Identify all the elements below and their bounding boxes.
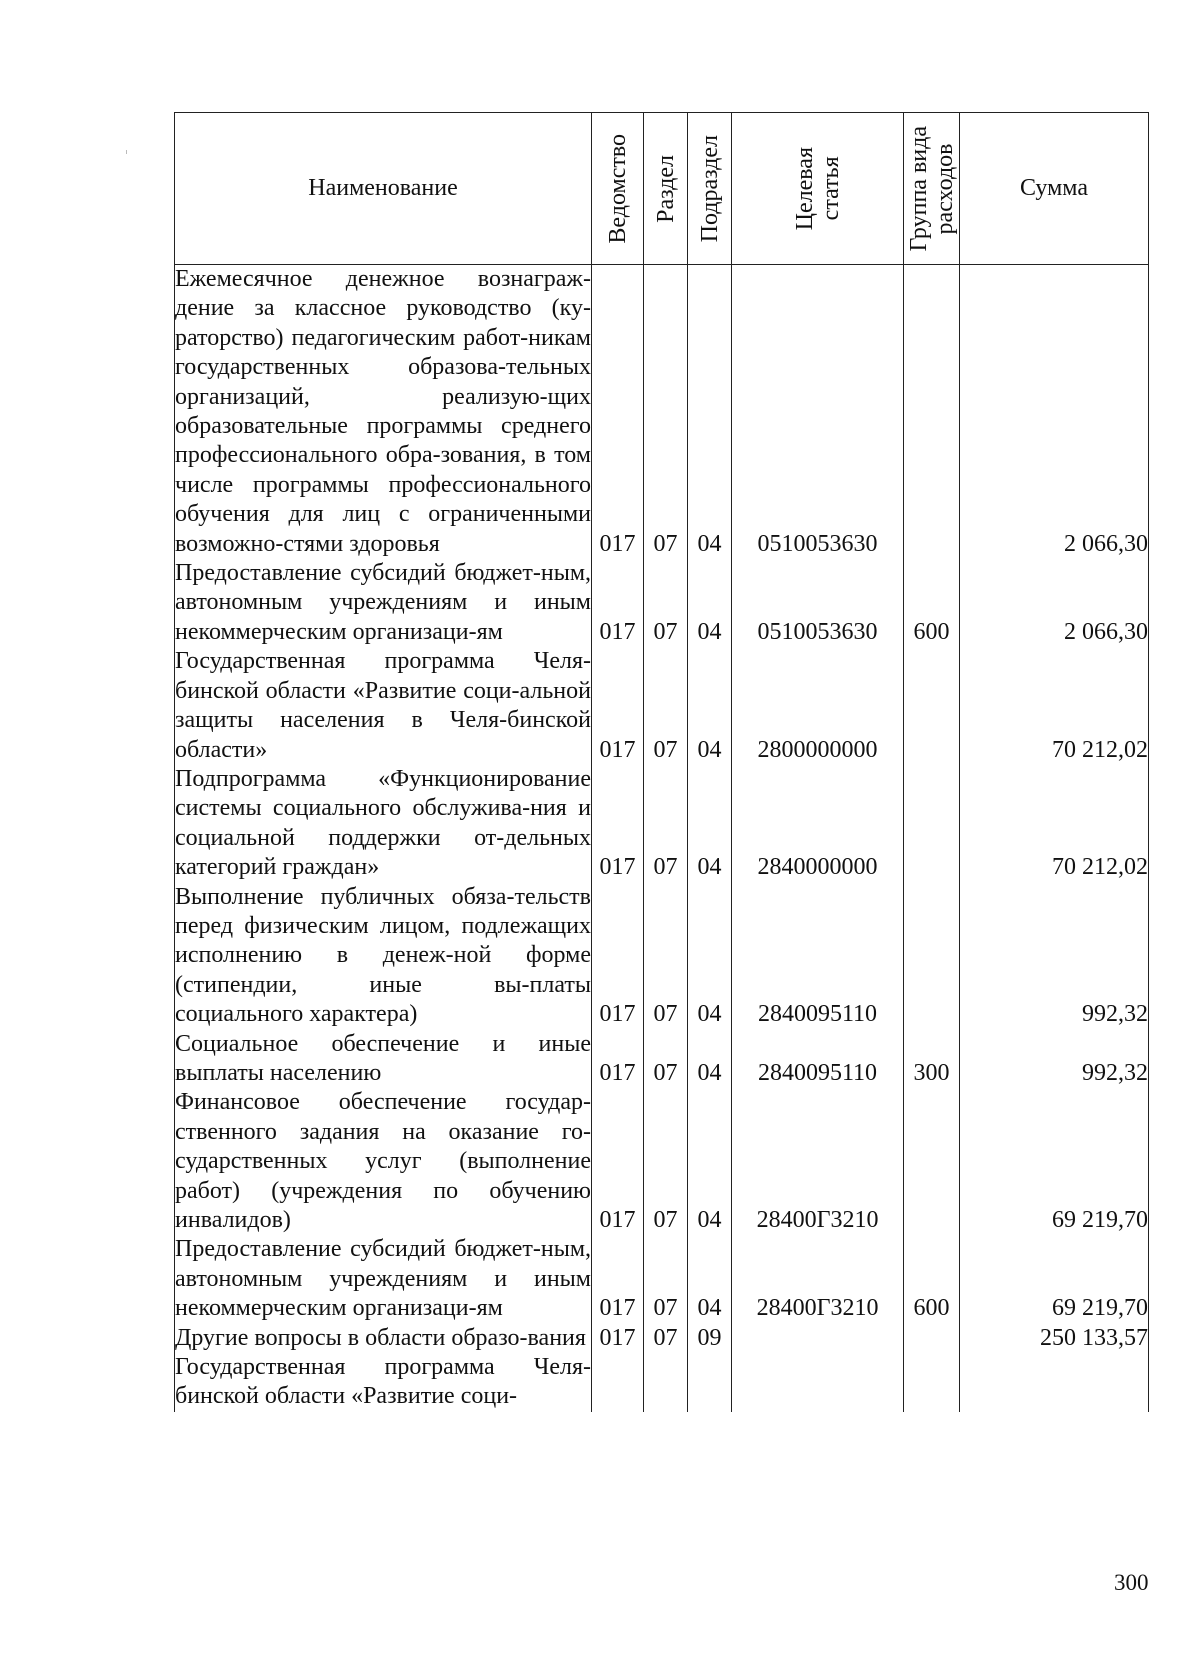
cell-expense-group bbox=[904, 647, 960, 765]
cell-department: 017 bbox=[592, 1088, 644, 1235]
cell-name: Подпрограмма «Функционирование системы социального обслужива-ния и социальной поддержки от-дельных категорий граждан» bbox=[175, 765, 592, 883]
cell-name: Государственная программа Челя-бинской области «Развитие соци-альной защиты населения в Челя-бинской области» bbox=[175, 647, 592, 765]
table-row bbox=[175, 1030, 1149, 1089]
cell-department: 017 bbox=[592, 765, 644, 883]
cell-name: Выполнение публичных обяза-тельств перед физическим лицом, подлежащих исполнению в денеж-ной форме (стипендии, иные вы-платы социального характера) bbox=[175, 883, 592, 1030]
cell-expense-group bbox=[904, 1353, 960, 1412]
cell-sum: 992,32 bbox=[960, 1030, 1149, 1089]
cell-department: 017 bbox=[592, 883, 644, 1030]
header-expense-line2: расходов bbox=[931, 143, 958, 234]
cell-sum: 69 219,70 bbox=[960, 1088, 1149, 1235]
table-header-row bbox=[175, 113, 1149, 265]
cell-section: 07 bbox=[644, 1324, 688, 1353]
header-expense-group bbox=[904, 113, 960, 265]
cell-section: 07 bbox=[644, 647, 688, 765]
cell-sum: 992,32 bbox=[960, 883, 1149, 1030]
cell-section bbox=[644, 1353, 688, 1412]
cell-subsection: 04 bbox=[688, 1088, 732, 1235]
cell-subsection: 04 bbox=[688, 883, 732, 1030]
cell-department: 017 bbox=[592, 1235, 644, 1323]
scan-mark bbox=[126, 150, 127, 154]
cell-expense-group: 600 bbox=[904, 1235, 960, 1323]
cell-sum: 70 212,02 bbox=[960, 765, 1149, 883]
cell-expense-group: 300 bbox=[904, 1030, 960, 1089]
header-department-label: Ведомство bbox=[604, 133, 631, 244]
cell-subsection bbox=[688, 1353, 732, 1412]
table-row bbox=[175, 1353, 1149, 1412]
cell-subsection: 04 bbox=[688, 265, 732, 560]
cell-target bbox=[732, 1353, 904, 1412]
header-target bbox=[732, 113, 904, 265]
cell-sum: 70 212,02 bbox=[960, 647, 1149, 765]
table-row bbox=[175, 883, 1149, 1030]
header-target-label bbox=[792, 147, 844, 230]
cell-subsection: 04 bbox=[688, 559, 732, 647]
cell-name: Ежемесячное денежное вознаграж-дение за классное руководство (ку-раторство) педагогическим работ-никам государственных образова-тельных организаций, реализую-щих образовательные программы среднего профессионального обра-зования, в том числе программы профессионального обучения для лиц с ограниченными возможно-стями здоровья bbox=[175, 265, 592, 560]
budget-table bbox=[174, 112, 1149, 1412]
table-row bbox=[175, 1324, 1149, 1353]
header-expense-label bbox=[906, 126, 958, 251]
cell-section: 07 bbox=[644, 765, 688, 883]
cell-target: 2840095110 bbox=[732, 1030, 904, 1089]
table-row bbox=[175, 765, 1149, 883]
cell-target: 28400Г3210 bbox=[732, 1088, 904, 1235]
cell-expense-group bbox=[904, 265, 960, 560]
cell-section: 07 bbox=[644, 1088, 688, 1235]
cell-expense-group bbox=[904, 883, 960, 1030]
cell-target: 2800000000 bbox=[732, 647, 904, 765]
cell-name: Государственная программа Челя-бинской области «Развитие соци- bbox=[175, 1353, 592, 1412]
table-row bbox=[175, 265, 1149, 560]
cell-sum bbox=[960, 1353, 1149, 1412]
cell-subsection: 09 bbox=[688, 1324, 732, 1353]
header-section-label: Раздел bbox=[652, 154, 679, 223]
header-sum: Сумма bbox=[960, 113, 1149, 265]
header-department bbox=[592, 113, 644, 265]
cell-expense-group bbox=[904, 1324, 960, 1353]
header-expense-line1: Группа вида bbox=[905, 125, 932, 252]
cell-subsection: 04 bbox=[688, 765, 732, 883]
cell-target: 0510053630 bbox=[732, 265, 904, 560]
header-section bbox=[644, 113, 688, 265]
cell-subsection: 04 bbox=[688, 1030, 732, 1089]
header-subsection-label: Подраздел bbox=[696, 134, 723, 243]
cell-section: 07 bbox=[644, 1030, 688, 1089]
cell-name: Социальное обеспечение и иные выплаты населению bbox=[175, 1030, 592, 1089]
cell-department: 017 bbox=[592, 1324, 644, 1353]
cell-department: 017 bbox=[592, 559, 644, 647]
cell-department: 017 bbox=[592, 1030, 644, 1089]
table-row bbox=[175, 1235, 1149, 1323]
cell-sum: 250 133,57 bbox=[960, 1324, 1149, 1353]
table-row bbox=[175, 647, 1149, 765]
cell-sum: 2 066,30 bbox=[960, 265, 1149, 560]
cell-sum: 69 219,70 bbox=[960, 1235, 1149, 1323]
table-row bbox=[175, 1088, 1149, 1235]
cell-subsection: 04 bbox=[688, 1235, 732, 1323]
cell-expense-group bbox=[904, 765, 960, 883]
header-subsection bbox=[688, 113, 732, 265]
cell-expense-group: 600 bbox=[904, 559, 960, 647]
cell-target: 2840095110 bbox=[732, 883, 904, 1030]
header-target-line2: статья bbox=[817, 156, 844, 221]
page-number: 300 bbox=[1114, 1570, 1149, 1595]
cell-name: Другие вопросы в области образо-вания bbox=[175, 1324, 592, 1353]
cell-target bbox=[732, 1324, 904, 1353]
table-row bbox=[175, 559, 1149, 647]
cell-name: Предоставление субсидий бюджет-ным, автономным учреждениям и иным некоммерческим организаци-ям bbox=[175, 559, 592, 647]
cell-department: 017 bbox=[592, 265, 644, 560]
cell-section: 07 bbox=[644, 1235, 688, 1323]
cell-section: 07 bbox=[644, 265, 688, 560]
cell-target: 0510053630 bbox=[732, 559, 904, 647]
header-target-line1: Целевая bbox=[791, 146, 818, 231]
cell-section: 07 bbox=[644, 559, 688, 647]
cell-target: 28400Г3210 bbox=[732, 1235, 904, 1323]
cell-name: Финансовое обеспечение государ-ственного задания на оказание го-сударственных услуг (выполнение работ) (учреждения по обучению инвалидов) bbox=[175, 1088, 592, 1235]
cell-target: 2840000000 bbox=[732, 765, 904, 883]
cell-sum: 2 066,30 bbox=[960, 559, 1149, 647]
cell-department bbox=[592, 1353, 644, 1412]
cell-section: 07 bbox=[644, 883, 688, 1030]
cell-name: Предоставление субсидий бюджет-ным, автономным учреждениям и иным некоммерческим организаци-ям bbox=[175, 1235, 592, 1323]
table-body bbox=[175, 265, 1149, 1412]
cell-subsection: 04 bbox=[688, 647, 732, 765]
cell-expense-group bbox=[904, 1088, 960, 1235]
header-name: Наименование bbox=[175, 113, 592, 265]
cell-department: 017 bbox=[592, 647, 644, 765]
